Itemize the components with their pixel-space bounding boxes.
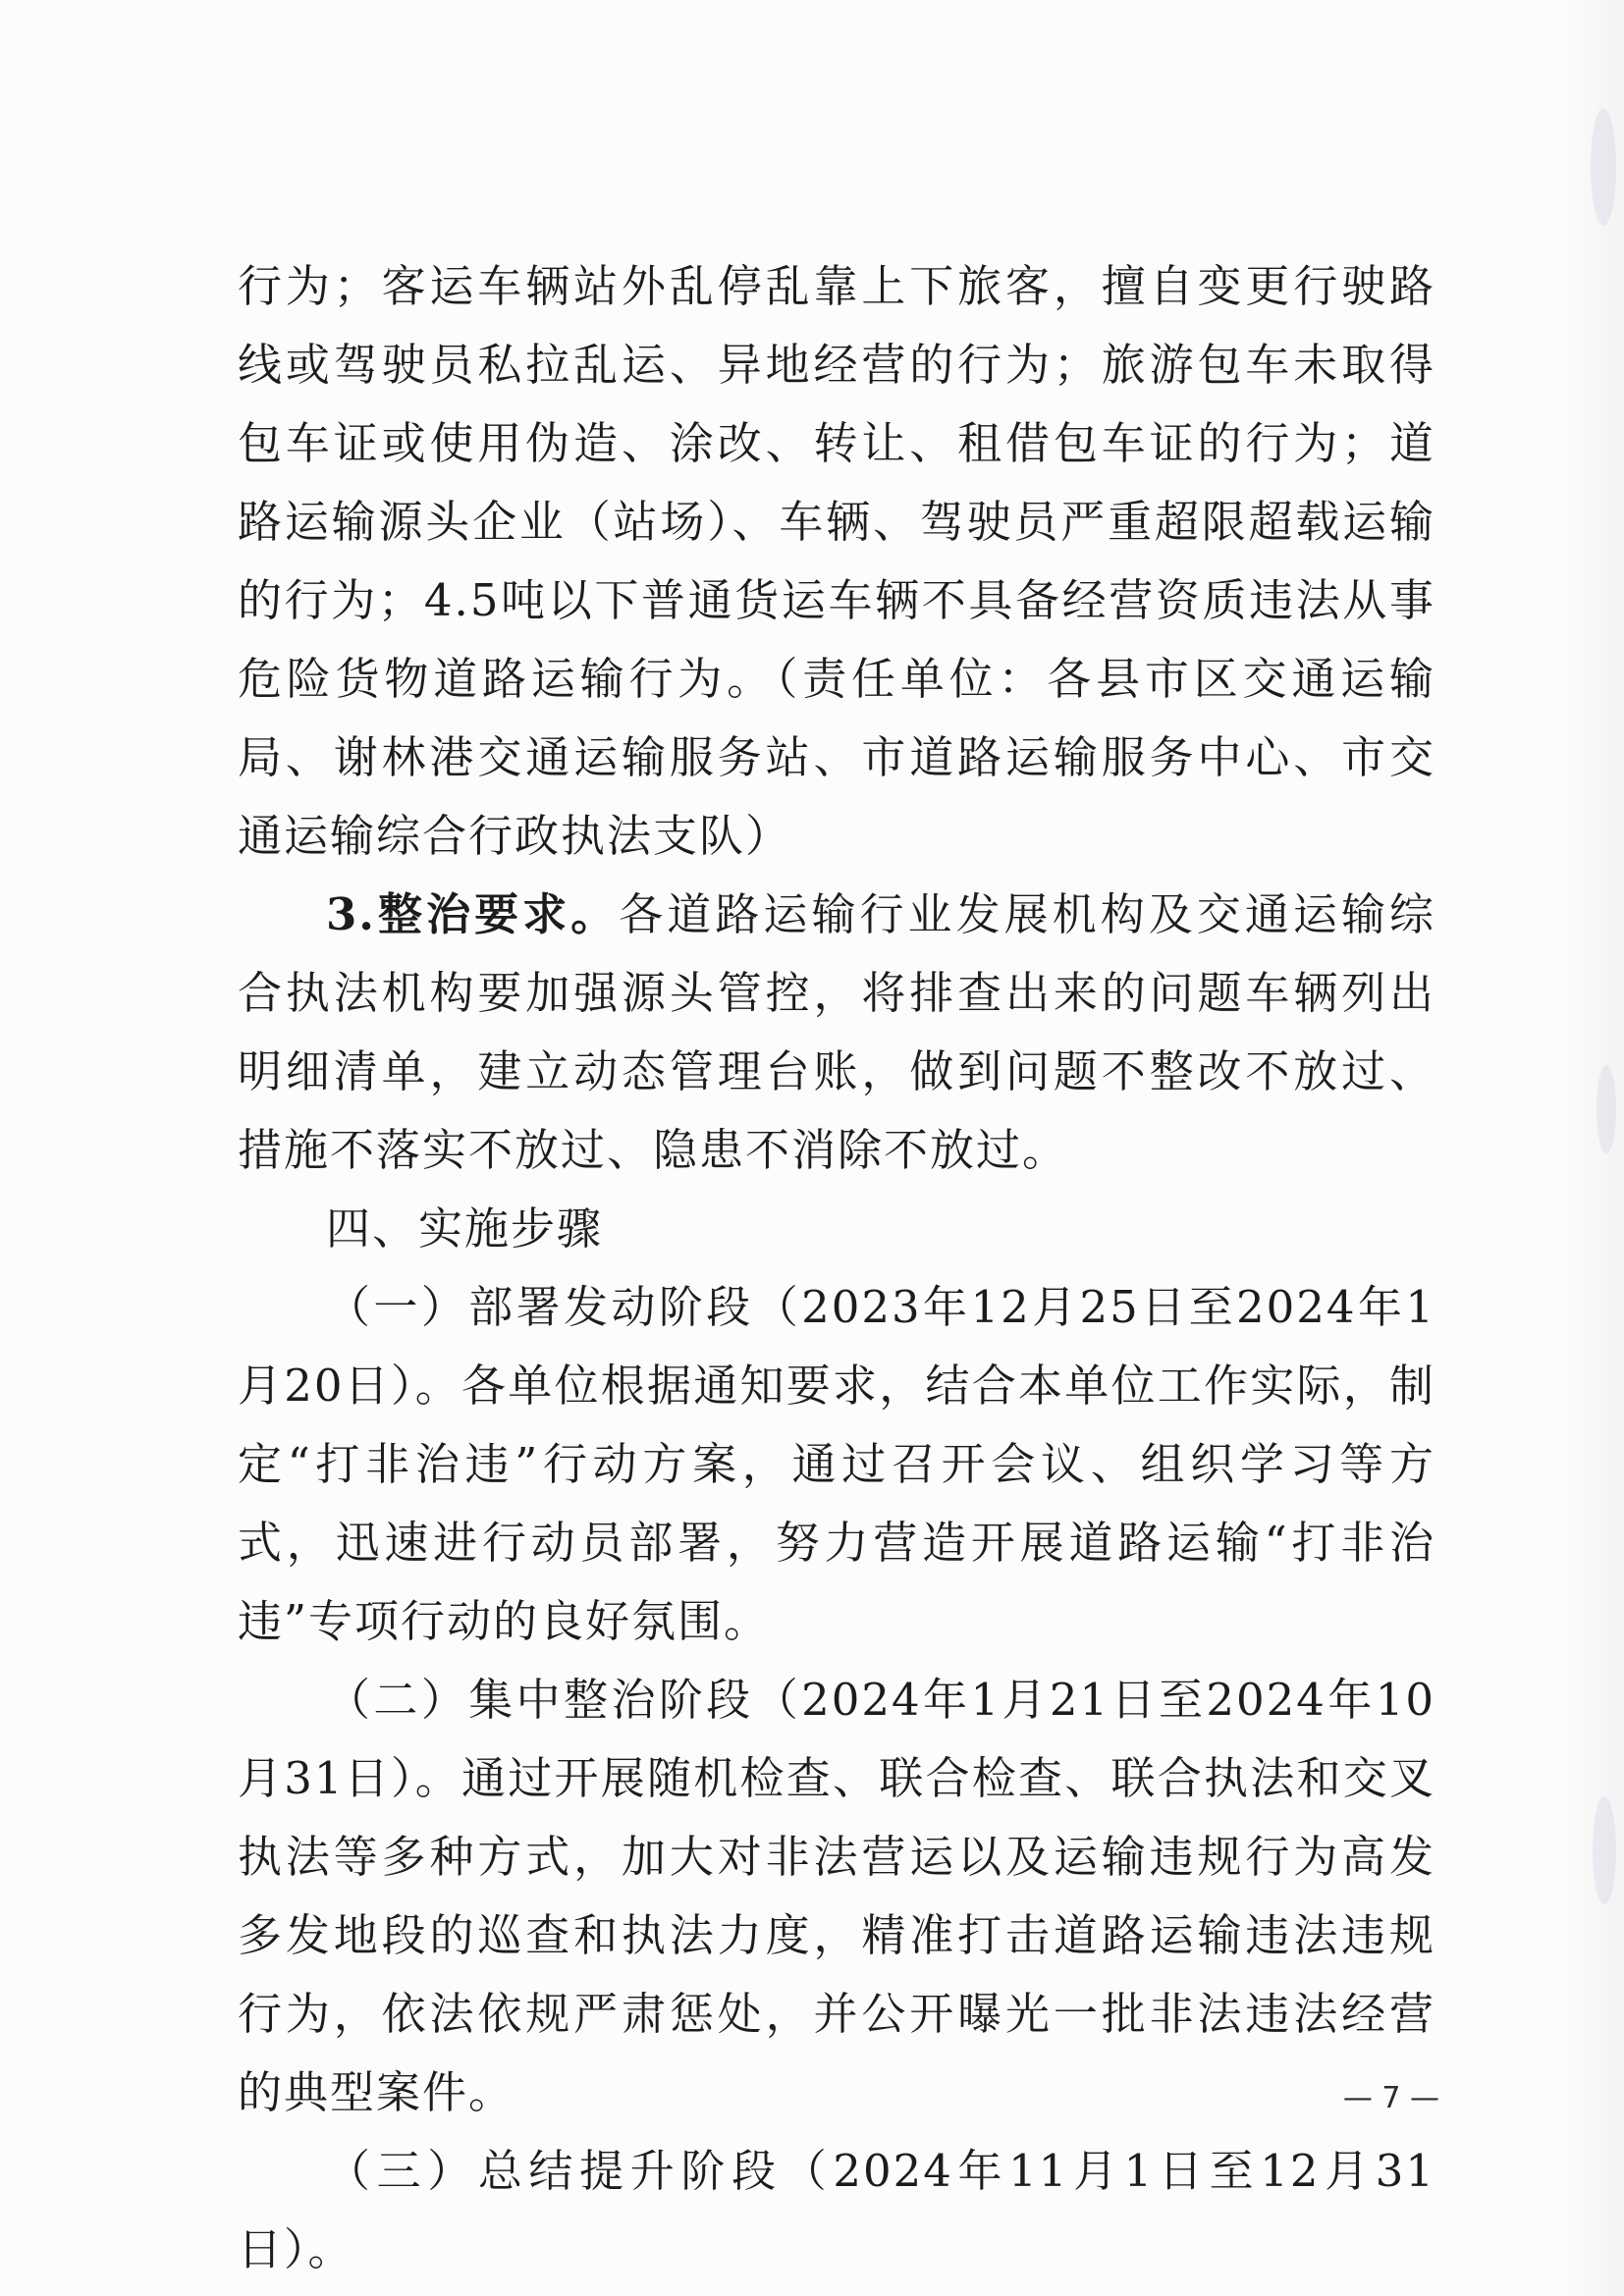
section-heading-implementation-steps	[238, 1190, 1435, 1268]
scan-artifact	[1593, 1796, 1616, 1904]
scan-artifact	[1591, 108, 1616, 226]
paragraph-violations-list	[238, 247, 1435, 876]
paragraph-concentrated-rectification-stage	[238, 1661, 1435, 2132]
paragraph-summary-stage	[238, 2132, 1435, 2289]
paragraph-lead: 3.整治要求。	[326, 888, 620, 940]
paragraph-deployment-stage	[238, 1268, 1435, 1661]
paragraph-text: 各道路运输行业发展机构及交通运输综合执法机构要加强源头管控，将排查出来的问题车辆列出明细清单，建立动态管理台账，做到问题不整改不放过、措施不落实不放过、隐患不消除不放过。	[238, 888, 1435, 1176]
scan-artifact	[1597, 1065, 1616, 1153]
paragraph-text: （一）部署发动阶段（2023年12月25日至2024年1月20日）。各单位根据通知要求，结合本单位工作实际，制定“打非治违”行动方案，通过召开会议、组织学习等方式，迅速进行动员部署，努力营造开展道路运输“打非治违”专项行动的良好氛围。	[238, 1281, 1435, 1647]
paragraph-rectification-requirements	[238, 876, 1435, 1190]
page-number: — 7 —	[1342, 2081, 1439, 2115]
paragraph-text: 行为；客运车辆站外乱停乱靠上下旅客，擅自变更行驶路线或驾驶员私拉乱运、异地经营的行为；旅游包车未取得包车证或使用伪造、涂改、转让、租借包车证的行为；道路运输源头企业（站场）、车辆、驾驶员严重超限超载运输的行为；4.5吨以下普通货运车辆不具备经营资质违法从事危险货物道路运输行为。（责任单位：各县市区交通运输局、谢林港交通运输服务站、市道路运输服务中心、市交通运输综合行政执法支队）	[238, 260, 1435, 862]
paragraph-text: （三）总结提升阶段（2024年11月1日至12月31日）。	[238, 2145, 1435, 2275]
paragraph-text: （二）集中整治阶段（2024年1月21日至2024年10月31日）。通过开展随机检查、联合检查、联合执法和交叉执法等多种方式，加大对非法营运以及运输违规行为高发多发地段的巡查和执法力度，精准打击道路运输违法违规行为，依法依规严肃惩处，并公开曝光一批非法违法经营的典型案件。	[238, 1674, 1435, 2118]
heading-text: 四、实施步骤	[326, 1202, 604, 1255]
scan-edge-shadow	[1565, 0, 1624, 2296]
document-body	[238, 247, 1435, 2289]
